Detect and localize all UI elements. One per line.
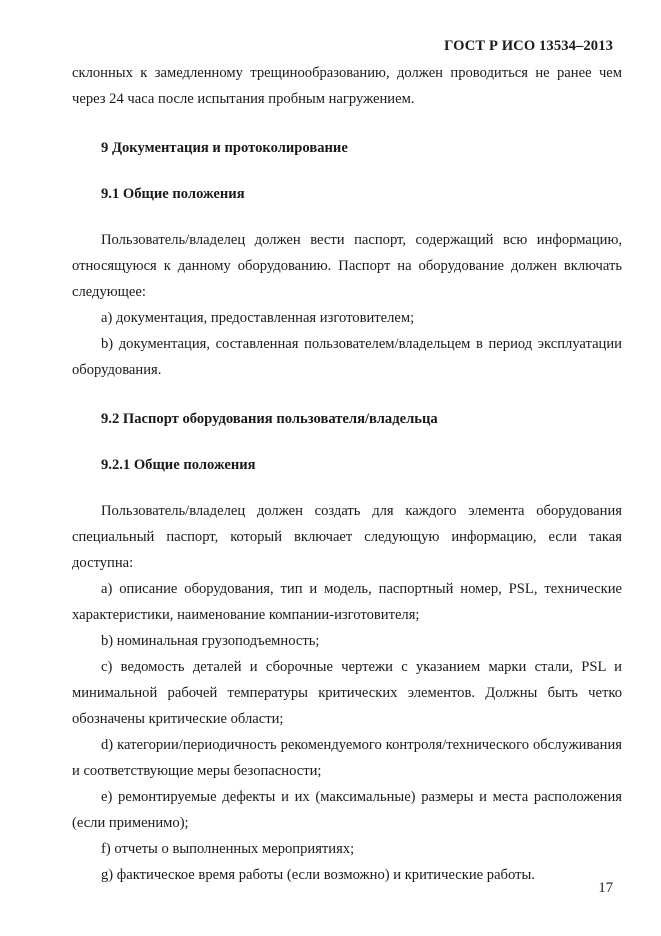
section-9-1-item-b: b) документация, составленная пользователем/владельцем в период эксплуатации оборудования. [72, 336, 622, 378]
section-9-2-heading: 9.2 Паспорт оборудования пользователя/владельца [101, 411, 438, 427]
section-9-1-item-a: a) документация, предоставленная изготовителем; [101, 310, 415, 326]
document-body [72, 60, 622, 888]
section-9-2-1-item-f: f) отчеты о выполненных мероприятиях; [101, 841, 355, 857]
section-9-2-1-item-e: e) ремонтируемые дефекты и их (максимальные) размеры и места расположения (если применимо); [72, 789, 622, 831]
standard-header: ГОСТ Р ИСО 13534–2013 [444, 38, 613, 54]
intro-paragraph: склонных к замедленному трещинообразованию, должен проводиться не ранее чем через 24 часа после испытания пробным нагружением. [72, 65, 622, 107]
section-9-2-1-paragraph: Пользователь/владелец должен создать для каждого элемента оборудования специальный паспорт, который включает следующую информацию, если такая доступна: [72, 503, 622, 571]
section-9-2-1-item-a: a) описание оборудования, тип и модель, паспортный номер, PSL, технические характеристики, наименование компании-изготовителя; [72, 581, 622, 623]
section-9-2-1-item-g: g) фактическое время работы (если возможно) и критические работы. [101, 867, 535, 883]
section-9-2-1-item-b: b) номинальная грузоподъемность; [101, 633, 320, 649]
section-9-2-1-item-d: d) категории/периодичность рекомендуемого контроля/технического обслуживания и соответствующие меры безопасности; [72, 737, 622, 779]
section-9-2-1-heading: 9.2.1 Общие положения [101, 457, 256, 473]
section-9-1-heading: 9.1 Общие положения [101, 186, 245, 202]
section-9-2-1-item-c: c) ведомость деталей и сборочные чертежи с указанием марки стали, PSL и минимальной рабочей температуры критических элементов. Должны быть четко обозначены критические области; [72, 659, 622, 727]
page-number: 17 [598, 880, 613, 896]
section-9-1-paragraph: Пользователь/владелец должен вести паспорт, содержащий всю информацию, относящуюся к данному оборудованию. Паспорт на оборудование должен включать следующее: [72, 232, 622, 300]
section-9-heading: 9 Документация и протоколирование [101, 140, 348, 156]
